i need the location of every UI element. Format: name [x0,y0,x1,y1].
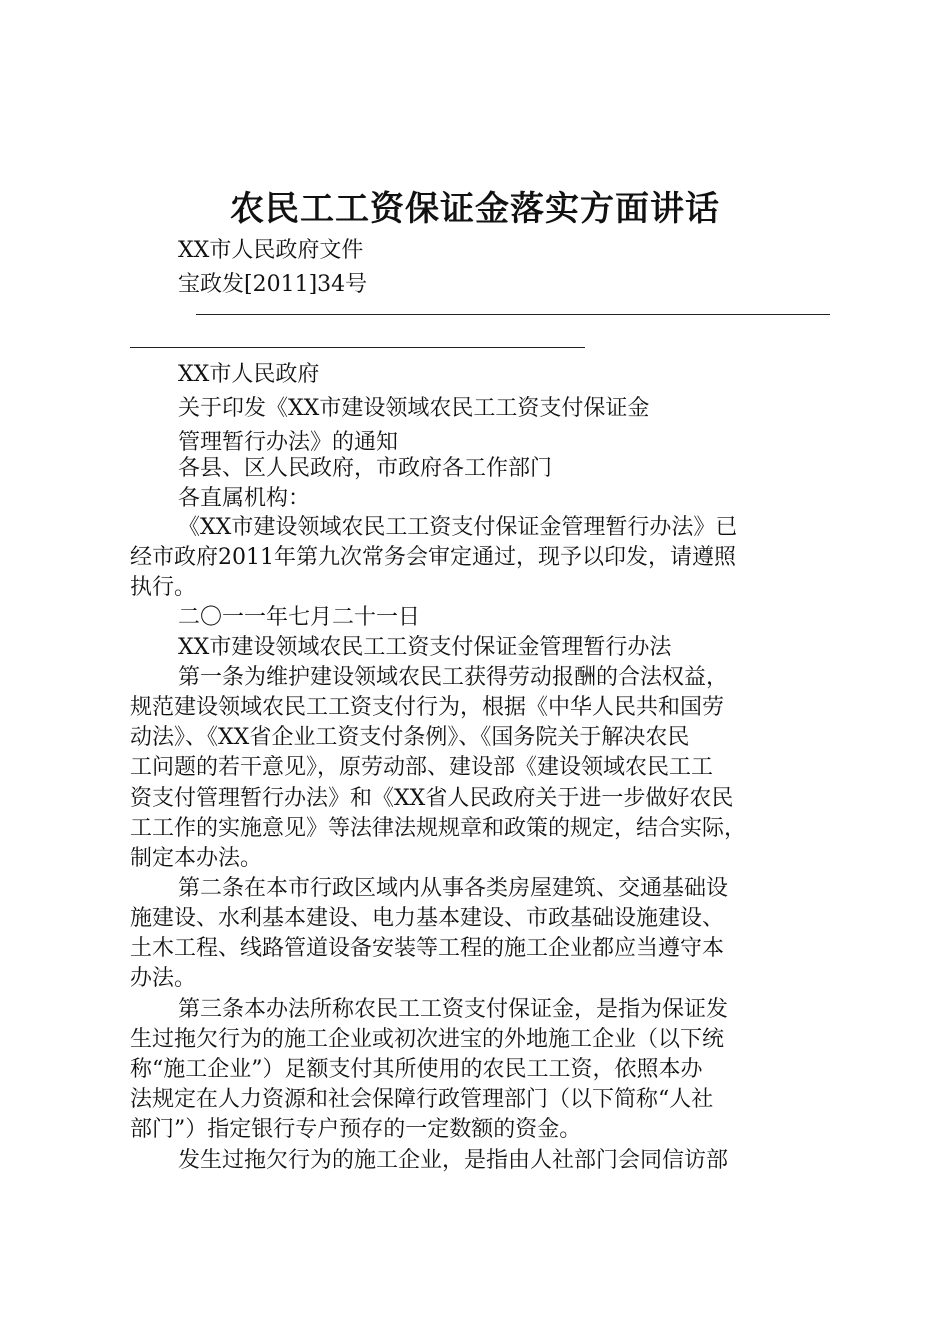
article-3-line: 称“施工企业”）足额支付其所使用的农民工工资，依照本办 [130,1057,703,1082]
article-1-line: 工问题的若干意见》，原劳动部、建设部《建设领域农民工工 [130,755,714,780]
date-line: 二〇一一年七月二十一日 [178,605,421,630]
address-line: 各直属机构： [178,486,311,511]
address-line: 各县、区人民政府，市政府各工作部门 [178,456,553,481]
article-1-line: 资支付管理暂行办法》和《XX省人民政府关于进一步做好农民 [130,786,734,811]
article-1-line: 制定本办法。 [130,846,263,871]
article-2-line: 办法。 [130,966,197,991]
article-3-continued-line: 发生过拖欠行为的施工企业，是指由人社部门会同信访部 [178,1148,729,1173]
article-2-line: 土木工程、线路管道设备安装等工程的施工企业都应当遵守本 [130,936,725,961]
intro-paragraph-line: 《XX市建设领域农民工工资支付保证金管理暂行办法》已 [178,515,738,540]
separator-rule-lower [130,347,585,348]
intro-paragraph-line: 经市政府2011年第九次常务会审定通过，现予以印发，请遵照 [130,545,736,570]
document-number-line: 宝政发[2011]34号 [178,272,368,297]
article-1-line: 工工作的实施意见》等法律法规规章和政策的规定，结合实际， [130,816,747,841]
document-title: 农民工工资保证金落实方面讲话 [230,189,720,229]
article-1-line: 动法》、《XX省企业工资支付条例》、《国务院关于解决农民 [130,725,690,750]
intro-paragraph-line: 执行。 [130,575,197,600]
address-line: XX市人民政府 [178,362,320,387]
article-3-line: 第三条本办法所称农民工工资支付保证金，是指为保证发 [178,997,729,1022]
address-line: 管理暂行办法》的通知 [178,430,399,455]
issuer-line: XX市人民政府文件 [178,238,364,263]
article-1-line: 规范建设领域农民工工资支付行为，根据《中华人民共和国劳 [130,695,725,720]
article-2-line: 施建设、水利基本建设、电力基本建设、市政基础设施建设、 [130,906,725,931]
address-line: 关于印发《XX市建设领域农民工工资支付保证金 [178,396,650,421]
article-3-line: 部门”）指定银行专户预存的一定数额的资金。 [130,1117,582,1142]
separator-rule-upper [196,314,830,315]
article-2-line: 第二条在本市行政区域内从事各类房屋建筑、交通基础设 [178,876,729,901]
article-1-line: 第一条为维护建设领域农民工获得劳动报酬的合法权益， [178,665,729,690]
article-3-line: 生过拖欠行为的施工企业或初次进宝的外地施工企业（以下统 [130,1027,725,1052]
measures-title: XX市建设领域农民工工资支付保证金管理暂行办法 [178,635,672,660]
article-3-line: 法规定在人力资源和社会保障行政管理部门（以下简称“人社 [130,1087,714,1112]
